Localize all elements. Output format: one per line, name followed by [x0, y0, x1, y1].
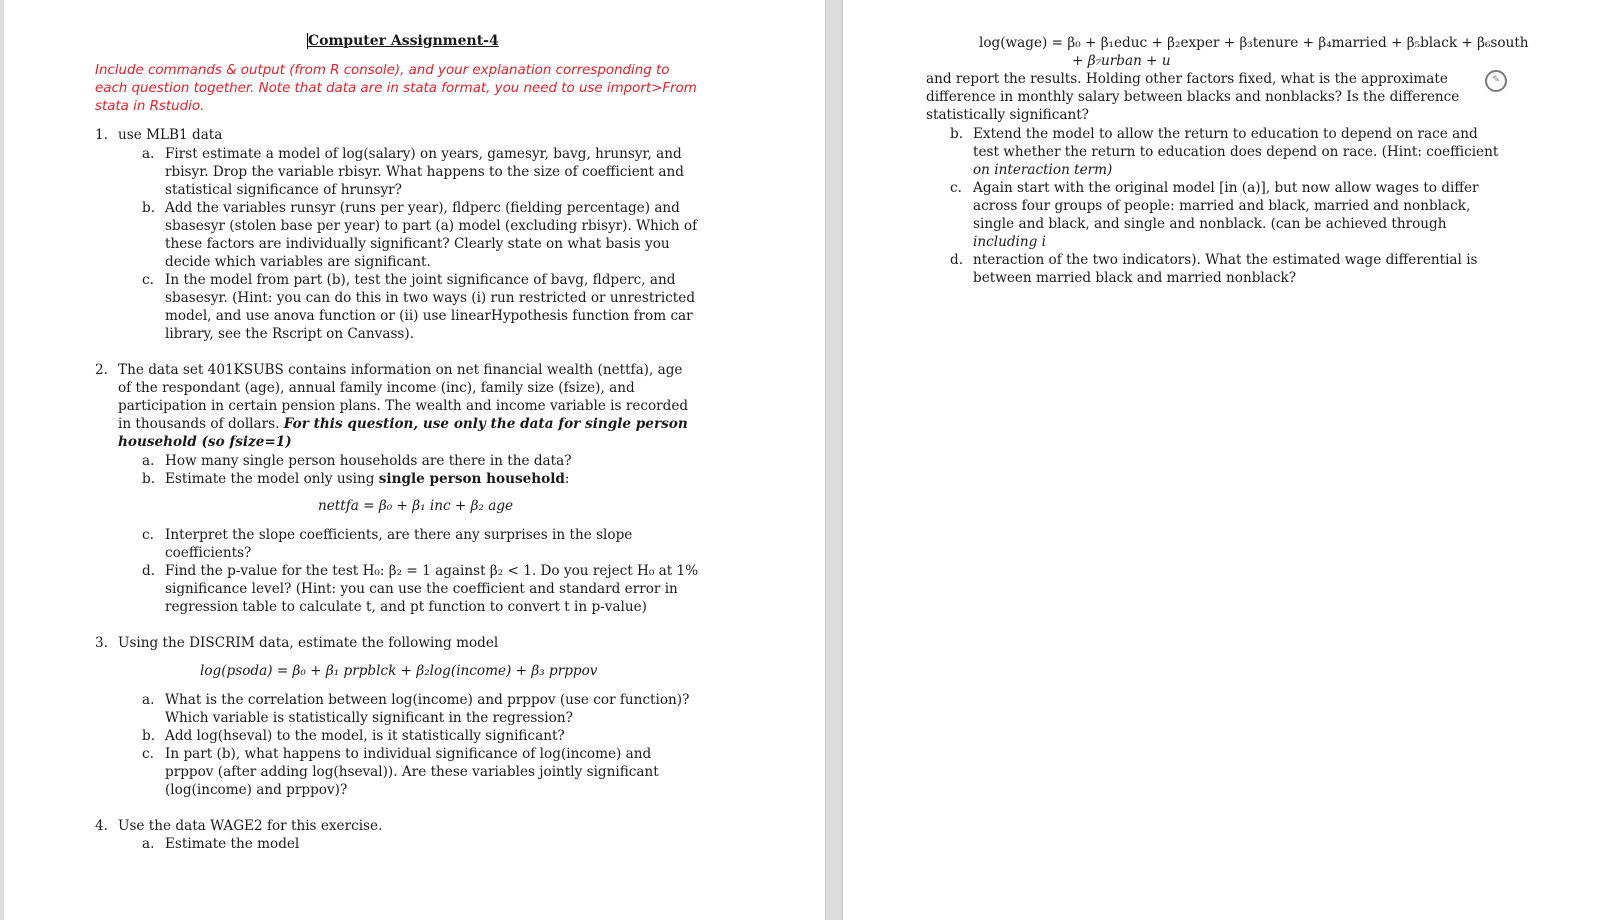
q4a-cont-line-2: difference in monthly salary between blacks and nonblacks? Is the difference	[926, 89, 1460, 105]
instructions-line-1: Include commands & output (from R console), and your explanation corresponding to	[95, 63, 670, 78]
q3b-label: b.	[142, 728, 156, 744]
q4b-line-1: Extend the model to allow the return to education to depend on race and	[973, 126, 1478, 142]
q3-number: 3.	[95, 635, 108, 651]
q4-number: 4.	[95, 818, 108, 834]
q1a-line-1: First estimate a model of log(salary) on years, gamesyr, bavg, hrunsyr, and	[165, 146, 682, 162]
q2d-label: d.	[142, 563, 156, 579]
q4a-label: a.	[142, 836, 155, 852]
q3a-line-2: Which variable is statistically significant in the regression?	[165, 710, 573, 726]
q3a-line-1: What is the correlation between log(income) and prppov (use cor function)?	[165, 692, 690, 708]
q1b-line-1: Add the variables runsyr (runs per year), fldperc (fielding percentage) and	[165, 200, 680, 216]
q4c-line-3: single and black, and single and nonblack. (can be achieved through	[973, 216, 1447, 232]
q2c-line-2: coefficients?	[165, 545, 252, 561]
q2-number: 2.	[95, 362, 108, 378]
q3a-label: a.	[142, 692, 155, 708]
q1-text: use MLB1 data	[118, 127, 223, 143]
q4c-line-2: across four groups of people: married and black, married and nonblack,	[973, 198, 1471, 214]
q2a-label: a.	[142, 453, 155, 469]
document-page-left	[4, 0, 826, 920]
q3-equation: log(psoda) = β₀ + β₁ prpblck + β₂log(income) + β₃ prppov	[200, 663, 598, 679]
q4d-label: d.	[950, 252, 964, 268]
q1c-line-4: library, see the Rscript on Canvass).	[165, 326, 415, 342]
q2-line-4: in thousands of dollars. For this question, use only the data for single person	[118, 416, 688, 432]
q3c-line-3: (log(income) and prppov)?	[165, 782, 348, 798]
q3b-text: Add log(hseval) to the model, is it statistically significant?	[165, 728, 565, 744]
q1b-line-3: these factors are individually significant? Clearly state on what basis you	[165, 236, 670, 252]
q1b-line-2: sbasesyr (stolen base per year) to part (a) model (excluding rbisyr). Which of	[165, 218, 698, 234]
q4d-line-2: between married black and married nonblack?	[973, 270, 1297, 286]
q2d-line-1: Find the p-value for the test H₀: β₂ = 1 against β₂ < 1. Do you reject H₀ at 1%	[165, 563, 699, 579]
instructions-line-3: stata in Rstudio.	[95, 99, 205, 114]
q4-text: Use the data WAGE2 for this exercise.	[118, 818, 383, 834]
q4d-line-1: nteraction of the two indicators). What the estimated wage differential is	[973, 252, 1478, 268]
q4a-text: Estimate the model	[165, 836, 300, 852]
q3-text: Using the DISCRIM data, estimate the following model	[118, 635, 499, 651]
q4c-label: c.	[950, 180, 962, 196]
q3c-line-2: prppov (after adding log(hseval)). Are these variables jointly significant	[165, 764, 659, 780]
q1c-line-3: model, and use anova function or (ii) use linearHypothesis function from car	[165, 308, 693, 324]
q2c-label: c.	[142, 527, 154, 543]
q2b-text: Estimate the model only using single person household:	[165, 471, 570, 487]
q2a-text: How many single person households are there in the data?	[165, 453, 572, 469]
q2-line-3: participation in certain pension plans. The wealth and income variable is recorded	[118, 398, 689, 414]
q4c-line-4: including i	[973, 234, 1046, 250]
q2-line-1: The data set 401KSUBS contains information on net financial wealth (nettfa), age	[118, 362, 683, 378]
q4b-line-3: on interaction term)	[973, 162, 1113, 178]
q3c-line-1: In part (b), what happens to individual significance of log(income) and	[165, 746, 652, 762]
q1a-line-3: statistical significance of hrunsyr?	[165, 182, 402, 198]
q2d-line-2: significance level? (Hint: you can use the coefficient and standard error in	[165, 581, 678, 597]
q2b-label: b.	[142, 471, 156, 487]
q3c-label: c.	[142, 746, 154, 762]
q4a-cont-line-3: statistically significant?	[926, 107, 1089, 123]
q2-line-2: of the respondant (age), annual family income (inc), family size (fsize), and	[118, 380, 635, 396]
q4b-line-2: test whether the return to education does depend on race. (Hint: coefficient	[973, 144, 1499, 160]
q1c-line-1: In the model from part (b), test the joint significance of bavg, fldperc, and	[165, 272, 676, 288]
q4-equation-line-2: + β₇urban + u	[1072, 53, 1171, 69]
q1b-line-4: decide which variables are significant.	[165, 254, 431, 270]
q1c-label: c.	[142, 272, 154, 288]
q1a-line-2: rbisyr. Drop the variable rbisyr. What happens to the size of coefficient and	[165, 164, 684, 180]
q2-bold-note-2: household (so fsize=1)	[118, 434, 292, 450]
q4c-line-1: Again start with the original model [in (a)], but now allow wages to differ	[973, 180, 1479, 196]
q2-bold-note: For this question, use only the data for single person	[283, 416, 688, 432]
q1-number: 1.	[95, 127, 108, 143]
q1b-label: b.	[142, 200, 156, 216]
cursor-edit-icon: ✎	[1485, 70, 1507, 92]
q2-equation: nettfa = β₀ + β₁ inc + β₂ age	[318, 498, 514, 514]
q1c-line-2: sbasesyr. (Hint: you can do this in two ways (i) run restricted or unrestricted	[165, 290, 696, 306]
q2d-line-3: regression table to calculate t, and pt function to convert t in p-value)	[165, 599, 647, 615]
q2c-line-1: Interpret the slope coefficients, are there any surprises in the slope	[165, 527, 633, 543]
q4b-label: b.	[950, 126, 964, 142]
page-title: Computer Assignment-4	[308, 33, 499, 49]
q1a-label: a.	[142, 146, 155, 162]
q4a-cont-line-1: and report the results. Holding other factors fixed, what is the approximate	[926, 71, 1448, 87]
document-page-right	[842, 0, 1618, 920]
q4-equation-line-1: log(wage) = β₀ + β₁educ + β₂exper + β₃tenure + β₄married + β₅black + β₆south	[979, 35, 1529, 51]
instructions-line-2: each question together. Note that data are in stata format, you need to use import>From	[95, 81, 697, 96]
